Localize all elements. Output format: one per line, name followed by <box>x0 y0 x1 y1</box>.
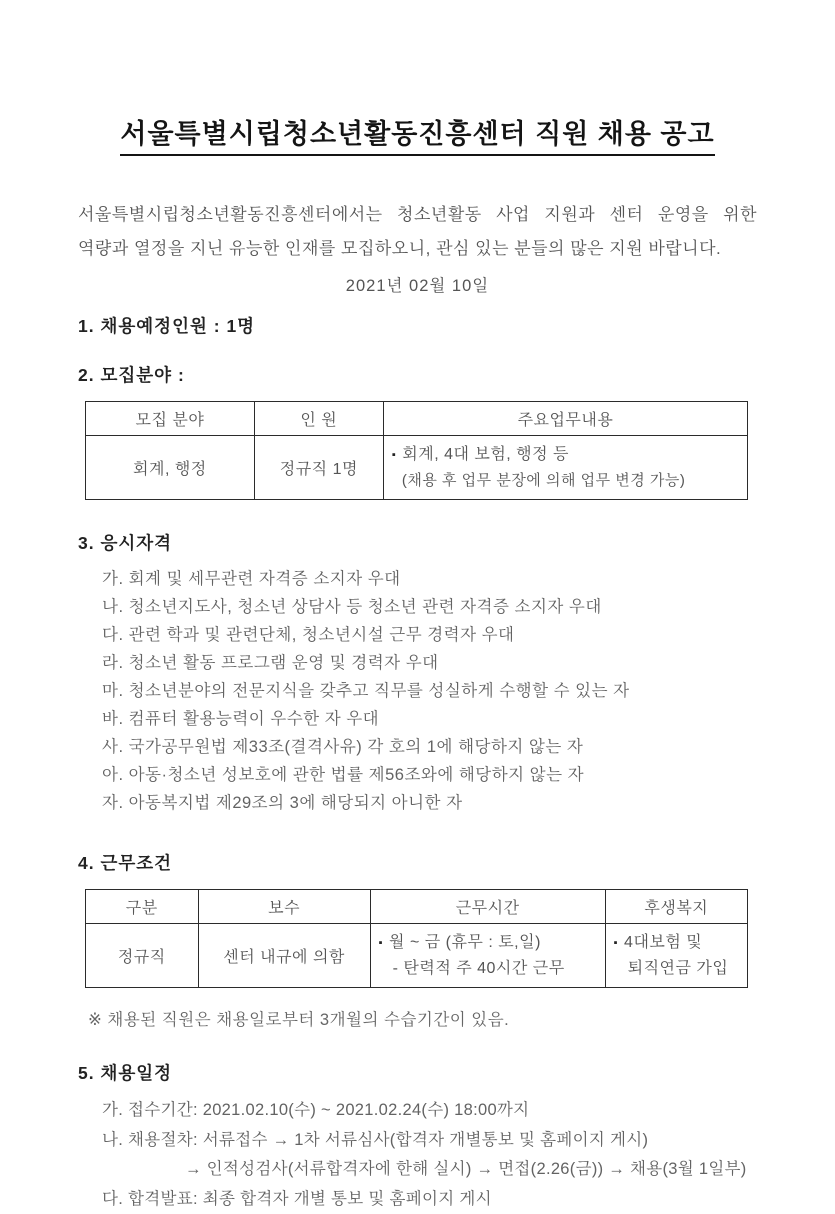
schedule-item: 다. 합격발표: 최종 합격자 개별 통보 및 홈페이지 게시 <box>78 1185 757 1214</box>
qualification-item: 아. 아동·청소년 성보호에 관한 법률 제56조와에 해당하지 않는 자 <box>78 761 757 789</box>
table-row <box>86 924 748 988</box>
duty-line-2: (채용 후 업무 분장에 의해 업무 변경 가능) <box>392 468 739 493</box>
square-bullet-icon: ▪ <box>379 937 383 949</box>
schedule-item: 나. 채용절차: 서류접수 → 1차 서류심사(합격자 개별통보 및 홈페이지 게시) <box>78 1126 757 1156</box>
cell-hours <box>370 924 605 988</box>
page-title: 서울특별시립청소년활동진흥센터 직원 채용 공고 <box>120 112 714 156</box>
header-cell-hours: 근무시간 <box>370 890 605 924</box>
hours-line-2: - 탄력적 주 40시간 근무 <box>379 956 597 981</box>
qualification-item: 가. 회계 및 세무관련 자격증 소지자 우대 <box>78 565 757 593</box>
cell-pay: 센터 내규에 의함 <box>198 924 370 988</box>
qualification-item: 마. 청소년분야의 전문지식을 갖추고 직무를 성실하게 수행할 수 있는 자 <box>78 677 757 705</box>
duty-line-1: ▪ 회계, 4대 보험, 행정 등 <box>392 442 739 468</box>
welfare-line-1: ▪ 4대보험 및 <box>614 930 739 956</box>
schedule-list <box>78 1096 757 1214</box>
intro-paragraph: 서울특별시립청소년활동진흥센터에서는 청소년활동 사업 지원과 센터 운영을 위한 역량과 열정을 지닌 유능한 인재를 모집하오니, 관심 있는 분들의 많은 지원 바랍니다. <box>78 198 757 266</box>
probation-note: ※ 채용된 직원은 채용일로부터 3개월의 수습기간이 있음. <box>78 1006 757 1030</box>
table-header-row <box>86 890 748 924</box>
welfare-line-2: 퇴직연금 가입 <box>614 956 739 981</box>
cell-field: 회계, 행정 <box>86 436 255 500</box>
section-5-heading: 5. 채용일정 <box>78 1060 757 1085</box>
qualification-list <box>78 565 757 817</box>
header-cell-type: 구분 <box>86 890 199 924</box>
schedule-item-continuation: → 인적성검사(서류합격자에 한해 실시) → 면접(2.26(금)) → 채용(3월 1일부) <box>78 1155 757 1185</box>
header-cell-headcount: 인 원 <box>254 402 383 436</box>
qualification-item: 나. 청소년지도사, 청소년 상담사 등 청소년 관련 자격증 소지자 우대 <box>78 593 757 621</box>
working-conditions-table <box>85 889 748 988</box>
table-header-row <box>86 402 748 436</box>
header-cell-welfare: 후생복지 <box>605 890 747 924</box>
section-1-heading: 1. 채용예정인원 : 1명 <box>78 313 757 338</box>
announcement-date: 2021년 02월 10일 <box>78 272 757 296</box>
cell-headcount: 정규직 1명 <box>254 436 383 500</box>
cell-duties <box>383 436 747 500</box>
recruitment-field-table <box>85 401 748 500</box>
title-wrap <box>78 112 757 156</box>
table-row <box>86 436 748 500</box>
header-cell-pay: 보수 <box>198 890 370 924</box>
header-cell-duties: 주요업무내용 <box>383 402 747 436</box>
square-bullet-icon: ▪ <box>392 449 396 461</box>
header-cell-field: 모집 분야 <box>86 402 255 436</box>
qualification-item: 다. 관련 학과 및 관련단체, 청소년시설 근무 경력자 우대 <box>78 621 757 649</box>
section-4-heading: 4. 근무조건 <box>78 850 757 875</box>
square-bullet-icon: ▪ <box>614 937 618 949</box>
section-3-heading: 3. 응시자격 <box>78 530 757 555</box>
cell-type: 정규직 <box>86 924 199 988</box>
qualification-item: 바. 컴퓨터 활용능력이 우수한 자 우대 <box>78 705 757 733</box>
hours-line-1: ▪ 월 ~ 금 (휴무 : 토,일) <box>379 930 597 956</box>
schedule-item: 가. 접수기간: 2021.02.10(수) ~ 2021.02.24(수) 18:00까지 <box>78 1096 757 1126</box>
section-2-heading: 2. 모집분야 : <box>78 362 757 387</box>
qualification-item: 자. 아동복지법 제29조의 3에 해당되지 아니한 자 <box>78 789 757 817</box>
cell-welfare <box>605 924 747 988</box>
qualification-item: 라. 청소년 활동 프로그램 운영 및 경력자 우대 <box>78 649 757 677</box>
qualification-item: 사. 국가공무원법 제33조(결격사유) 각 호의 1에 해당하지 않는 자 <box>78 733 757 761</box>
